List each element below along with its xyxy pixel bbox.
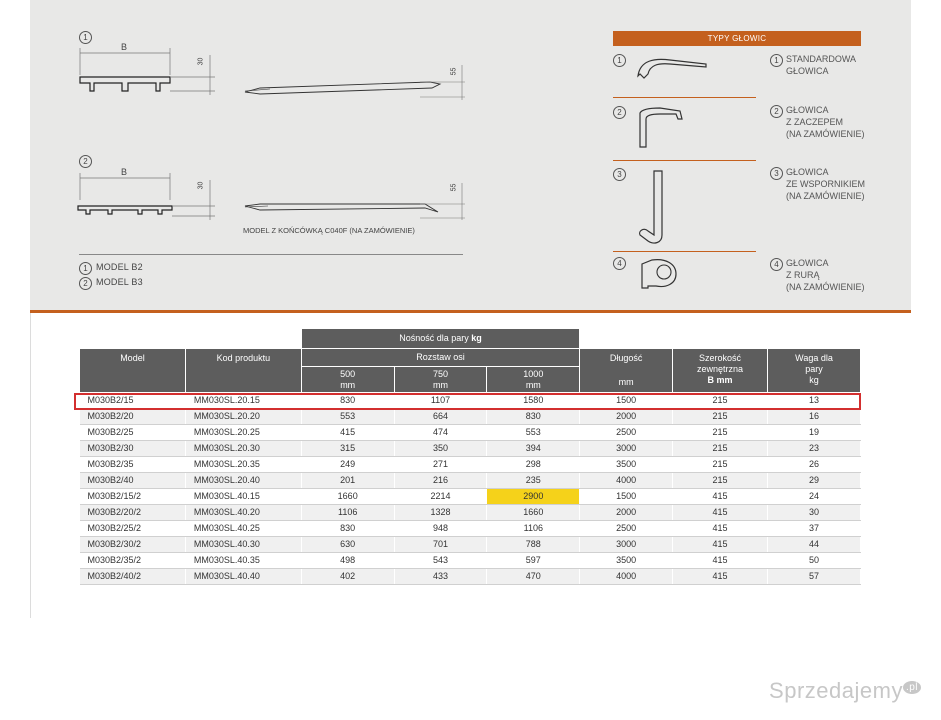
model2-ramp-height-label: 55 bbox=[450, 183, 458, 192]
table-cell: 4000 bbox=[580, 569, 673, 585]
table-cell: 24 bbox=[768, 489, 861, 505]
header-axle: Rozstaw osi bbox=[301, 349, 579, 367]
table-cell: 433 bbox=[394, 569, 487, 585]
table-cell: MM030SL.20.35 bbox=[185, 457, 301, 473]
table-cell: 37 bbox=[768, 521, 861, 537]
table-row bbox=[80, 537, 861, 553]
table-cell: M030B2/30 bbox=[80, 441, 186, 457]
model1-height-label: 30 bbox=[197, 57, 205, 66]
head-divider-1 bbox=[613, 97, 756, 98]
header-length-unit: mm bbox=[618, 377, 634, 387]
table-cell: MM030SL.40.35 bbox=[185, 553, 301, 569]
table-cell: 249 bbox=[301, 457, 394, 473]
header-code: Kod produktu bbox=[185, 349, 301, 393]
head1-profile-icon bbox=[630, 52, 715, 87]
head4-number: 4 bbox=[613, 257, 626, 270]
head3-number: 3 bbox=[613, 168, 626, 181]
head3-line2: ZE WSPORNIKIEM bbox=[786, 179, 866, 189]
table-cell: 1106 bbox=[301, 505, 394, 521]
head2-profile-icon bbox=[630, 103, 700, 153]
header-width bbox=[673, 349, 768, 393]
header-length bbox=[580, 349, 673, 393]
table-row bbox=[80, 569, 861, 585]
table-cell: M030B2/20 bbox=[80, 409, 186, 425]
table-row bbox=[80, 489, 861, 505]
table-cell: 1660 bbox=[301, 489, 394, 505]
table-cell: M030B2/30/2 bbox=[80, 537, 186, 553]
table-cell: M030B2/15 bbox=[80, 393, 186, 409]
table-cell: 57 bbox=[768, 569, 861, 585]
table-cell: MM030SL.40.15 bbox=[185, 489, 301, 505]
table-cell: 13 bbox=[768, 393, 861, 409]
model2-note: MODEL Z KOŃCÓWKĄ C040F (NA ZAMÓWIENIE) bbox=[243, 226, 415, 235]
table-cell: 16 bbox=[768, 409, 861, 425]
table-cell: 1580 bbox=[487, 393, 580, 409]
table-cell: 315 bbox=[301, 441, 394, 457]
model2-profile-drawing bbox=[70, 170, 220, 225]
table-cell: 50 bbox=[768, 553, 861, 569]
model2-number: 2 bbox=[79, 155, 92, 168]
table-cell: 830 bbox=[301, 521, 394, 537]
head1-line1: STANDARDOWA bbox=[786, 54, 857, 64]
head3-line1: GŁOWICA bbox=[786, 167, 829, 177]
table-cell: 3500 bbox=[580, 457, 673, 473]
table-cell: 26 bbox=[768, 457, 861, 473]
table-cell: 830 bbox=[487, 409, 580, 425]
table-cell: 402 bbox=[301, 569, 394, 585]
table-cell: M030B2/15/2 bbox=[80, 489, 186, 505]
head4-num-right: 4 bbox=[770, 258, 783, 271]
table-cell: 215 bbox=[673, 409, 768, 425]
head1-description bbox=[786, 53, 856, 77]
table-cell: MM030SL.20.25 bbox=[185, 425, 301, 441]
head1-line2: GŁOWICA bbox=[786, 66, 829, 76]
table-cell: M030B2/35 bbox=[80, 457, 186, 473]
table-cell: 215 bbox=[673, 473, 768, 489]
table-cell: 2500 bbox=[580, 425, 673, 441]
table-cell: 948 bbox=[394, 521, 487, 537]
table-cell: MM030SL.40.40 bbox=[185, 569, 301, 585]
table-cell: 470 bbox=[487, 569, 580, 585]
table-cell: 597 bbox=[487, 553, 580, 569]
header-width-text: Szerokość zewnętrzna bbox=[697, 353, 744, 374]
table-cell: 29 bbox=[768, 473, 861, 489]
table-cell: MM030SL.40.30 bbox=[185, 537, 301, 553]
table-cell: 298 bbox=[487, 457, 580, 473]
header-length-text: Długość bbox=[609, 353, 643, 363]
head2-line3: (NA ZAMÓWIENIE) bbox=[786, 129, 865, 139]
table-cell: M030B2/35/2 bbox=[80, 553, 186, 569]
head4-line1: GŁOWICA bbox=[786, 258, 829, 268]
table-cell: 216 bbox=[394, 473, 487, 489]
header-1000 bbox=[487, 367, 580, 393]
table-cell: 44 bbox=[768, 537, 861, 553]
legend-divider bbox=[79, 254, 463, 255]
table-cell: 830 bbox=[301, 393, 394, 409]
legend-model-b2: MODEL B2 bbox=[96, 262, 143, 272]
table-cell: 2000 bbox=[580, 505, 673, 521]
table-cell: 215 bbox=[673, 457, 768, 473]
head-types-title bbox=[613, 31, 861, 46]
model1-ramp-drawing bbox=[240, 60, 470, 105]
watermark bbox=[769, 678, 921, 704]
head4-profile-icon bbox=[630, 254, 690, 294]
header-width-unit: B mm bbox=[707, 375, 733, 385]
header-1000-value: 1000 bbox=[523, 368, 544, 379]
table-cell: 415 bbox=[673, 521, 768, 537]
header-weight-text: Waga dla pary bbox=[795, 353, 833, 374]
table-cell: 271 bbox=[394, 457, 487, 473]
table-cell: 498 bbox=[301, 553, 394, 569]
head-types-title-text: TYPY GŁOWIC bbox=[707, 34, 767, 43]
table-cell: 1106 bbox=[487, 521, 580, 537]
table-cell: MM030SL.20.40 bbox=[185, 473, 301, 489]
head3-profile-icon bbox=[630, 165, 680, 250]
header-750-value: 750 bbox=[432, 368, 449, 379]
table-cell: 201 bbox=[301, 473, 394, 489]
table-cell: MM030SL.20.20 bbox=[185, 409, 301, 425]
table-row bbox=[80, 441, 861, 457]
table-cell: 3000 bbox=[580, 441, 673, 457]
table-cell: 215 bbox=[673, 441, 768, 457]
header-500-value: 500 bbox=[340, 368, 356, 379]
head3-description bbox=[786, 166, 865, 202]
table-row bbox=[80, 457, 861, 473]
table-cell: 415 bbox=[673, 489, 768, 505]
header-1000-unit: mm bbox=[525, 379, 541, 390]
table-cell: 2500 bbox=[580, 521, 673, 537]
table-cell: 2000 bbox=[580, 409, 673, 425]
model2-width-label: B bbox=[121, 167, 128, 177]
table-cell: 19 bbox=[768, 425, 861, 441]
table-cell: 3000 bbox=[580, 537, 673, 553]
table-cell: M030B2/40/2 bbox=[80, 569, 186, 585]
header-load bbox=[301, 329, 579, 349]
table-cell: 4000 bbox=[580, 473, 673, 489]
table-cell: 543 bbox=[394, 553, 487, 569]
header-weight bbox=[768, 349, 861, 393]
table-cell: 701 bbox=[394, 537, 487, 553]
table-cell: M030B2/20/2 bbox=[80, 505, 186, 521]
head1-num-right: 1 bbox=[770, 54, 783, 67]
table-cell: 415 bbox=[673, 505, 768, 521]
header-load-text: Nośność dla pary bbox=[399, 333, 472, 343]
table-cell: 2214 bbox=[394, 489, 487, 505]
model2-height-label: 30 bbox=[197, 181, 205, 190]
table-cell: 553 bbox=[301, 409, 394, 425]
table-cell: MM030SL.40.20 bbox=[185, 505, 301, 521]
head3-num-right: 3 bbox=[770, 167, 783, 180]
table-cell: 1660 bbox=[487, 505, 580, 521]
table-cell: 664 bbox=[394, 409, 487, 425]
head3-line3: (NA ZAMÓWIENIE) bbox=[786, 191, 865, 201]
table-cell: 415 bbox=[673, 569, 768, 585]
table-row bbox=[80, 473, 861, 489]
legend-model-b3: MODEL B3 bbox=[96, 277, 143, 287]
header-750-unit: mm bbox=[433, 379, 448, 390]
table-cell: M030B2/25 bbox=[80, 425, 186, 441]
table-cell: MM030SL.20.15 bbox=[185, 393, 301, 409]
header-weight-unit: kg bbox=[809, 375, 819, 385]
header-model: Model bbox=[80, 349, 186, 393]
table-cell: 1500 bbox=[580, 489, 673, 505]
table-row bbox=[80, 521, 861, 537]
head4-line3: (NA ZAMÓWIENIE) bbox=[786, 282, 865, 292]
legend-num-2: 2 bbox=[79, 277, 92, 290]
head2-num-right: 2 bbox=[770, 105, 783, 118]
spec-table-body bbox=[80, 393, 861, 585]
selected-row-outline bbox=[74, 393, 861, 410]
table-cell: 474 bbox=[394, 425, 487, 441]
table-cell: 1107 bbox=[394, 393, 487, 409]
head2-line2: Z ZACZEPEM bbox=[786, 117, 844, 127]
legend-num-1: 1 bbox=[79, 262, 92, 275]
table-row bbox=[80, 553, 861, 569]
table-row bbox=[80, 409, 861, 425]
head-divider-2 bbox=[613, 160, 756, 161]
table-cell: 215 bbox=[673, 425, 768, 441]
table-cell: 23 bbox=[768, 441, 861, 457]
head4-description bbox=[786, 257, 865, 293]
margin-rule bbox=[30, 313, 31, 618]
table-cell: 415 bbox=[673, 553, 768, 569]
head2-description bbox=[786, 104, 865, 140]
table-cell: 235 bbox=[487, 473, 580, 489]
table-cell: 3500 bbox=[580, 553, 673, 569]
head-divider-3 bbox=[613, 251, 756, 252]
table-cell: 553 bbox=[487, 425, 580, 441]
model1-profile-drawing bbox=[70, 45, 220, 105]
table-cell: 2900 bbox=[487, 489, 580, 505]
table-row bbox=[80, 505, 861, 521]
header-load-unit: kg bbox=[471, 333, 482, 343]
table-cell: MM030SL.20.30 bbox=[185, 441, 301, 457]
table-cell: 215 bbox=[673, 393, 768, 409]
table-cell: 415 bbox=[673, 537, 768, 553]
header-500-unit: mm bbox=[340, 379, 356, 390]
head2-number: 2 bbox=[613, 106, 626, 119]
section-divider bbox=[30, 310, 911, 313]
table-cell: 415 bbox=[301, 425, 394, 441]
table-cell: 30 bbox=[768, 505, 861, 521]
table-cell: 350 bbox=[394, 441, 487, 457]
table-cell: 1328 bbox=[394, 505, 487, 521]
model1-ramp-height-label: 55 bbox=[450, 67, 458, 76]
table-cell: MM030SL.40.25 bbox=[185, 521, 301, 537]
table-row bbox=[80, 425, 861, 441]
table-cell: 630 bbox=[301, 537, 394, 553]
model2-ramp-drawing bbox=[240, 178, 470, 223]
watermark-badge: .pl bbox=[903, 681, 921, 694]
watermark-text: Sprzedajemy bbox=[769, 678, 903, 703]
model1-width-label: B bbox=[121, 42, 128, 52]
spec-table bbox=[79, 328, 861, 585]
table-cell: 1500 bbox=[580, 393, 673, 409]
header-500 bbox=[301, 367, 394, 393]
head2-line1: GŁOWICA bbox=[786, 105, 829, 115]
table-cell: 394 bbox=[487, 441, 580, 457]
header-750 bbox=[394, 367, 487, 393]
head4-line2: Z RURĄ bbox=[786, 270, 820, 280]
table-cell: 788 bbox=[487, 537, 580, 553]
table-cell: M030B2/25/2 bbox=[80, 521, 186, 537]
table-cell: M030B2/40 bbox=[80, 473, 186, 489]
head1-number: 1 bbox=[613, 54, 626, 67]
model1-number: 1 bbox=[79, 31, 92, 44]
